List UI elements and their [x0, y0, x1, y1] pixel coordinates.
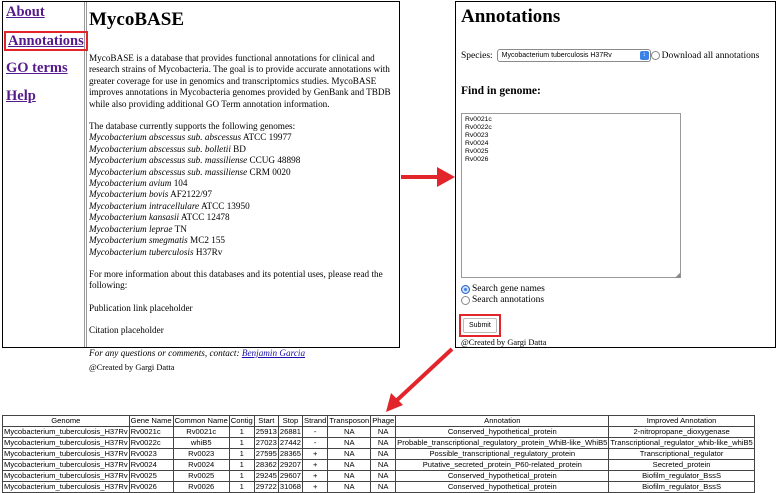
search-annotations-label: Search annotations: [472, 295, 545, 305]
table-cell: 1: [229, 449, 254, 460]
genome-list-item: [89, 144, 395, 155]
table-cell: Rv0026: [173, 482, 229, 493]
home-content: [89, 2, 395, 373]
table-cell: Possible_transcriptional_regulatory_protein: [396, 449, 609, 460]
table-cell: 2-nitropropane_dioxygenase: [609, 427, 754, 438]
table-cell: 28362: [255, 460, 277, 469]
contact-line: [89, 348, 395, 359]
table-cell: Rv0024: [173, 460, 229, 471]
genome-species-name: Mycobacterium tuberculosis: [89, 246, 194, 257]
citation-placeholder: Citation placeholder: [89, 325, 164, 336]
table-cell: Rv0022c: [129, 438, 173, 449]
table-cell: Mycobacterium_tuberculosis_H37Rv: [4, 438, 128, 447]
table-cell: Rv0024: [129, 460, 173, 471]
table-cell: NA: [328, 471, 371, 482]
table-cell: NA: [371, 427, 396, 438]
intro-paragraph: MycoBASE is a database that provides functional annotations for clinical and research strains of Mycobacteria. The goal is to provide accurate annotations with greater coverage for use in genomics and transcriptomics studies. MycoBASE improves annotations in Mycobacteria genomes provided by GenBank and TBDB while also providing additional GO Term annotation information.: [89, 53, 391, 109]
table-cell: 1: [229, 460, 254, 471]
column-header: Gene Name: [130, 416, 172, 425]
genome-items: [89, 132, 395, 257]
species-row: [461, 49, 759, 62]
genome-species-name: Mycobacterium intracellulare: [89, 200, 200, 211]
table-header-row: [3, 416, 755, 427]
table-cell: Conserved_hypothetical_protein: [396, 482, 609, 493]
gene-list-textarea[interactable]: Rv0021c Rv0022c Rv0023 Rv0024 Rv0025 Rv0026: [461, 113, 681, 278]
column-header: Stop: [278, 416, 302, 427]
nav-link-go-terms[interactable]: GO terms: [6, 60, 68, 76]
genome-list-item: [89, 189, 395, 200]
genome-list-item: [89, 201, 395, 212]
table-cell: 1: [229, 438, 254, 449]
genome-species-name: Mycobacterium bovis: [89, 189, 169, 200]
genomes-heading: The database currently supports the following genomes:: [89, 121, 296, 132]
genome-strain: TN: [174, 223, 187, 234]
genome-species-name: Mycobacterium abscessus sub. massiliense: [89, 166, 248, 177]
genome-species-name: Mycobacterium avium: [89, 178, 172, 189]
genome-strain: CCUG 48898: [249, 155, 301, 166]
table-cell: Transcriptional_regulator_whib-like_whiB5: [610, 438, 753, 447]
genome-species-name: Mycobacterium smegmatis: [89, 235, 188, 246]
genome-species-name: Mycobacterium leprae: [89, 223, 173, 234]
search-gene-names-label: Search gene names: [472, 284, 545, 294]
search-annotations-option[interactable]: [461, 295, 544, 305]
table-cell: Rv0021c: [173, 427, 229, 438]
table-row: [3, 438, 755, 449]
genome-list-item: [89, 235, 395, 246]
table-cell: NA: [371, 449, 396, 460]
publication-placeholder: Publication link placeholder: [89, 302, 193, 313]
download-all-label: Download all annotations: [661, 50, 760, 61]
species-selected-value: Mycobacterium tuberculosis H37Rv: [501, 52, 612, 59]
nav-link-annotations[interactable]: Annotations: [4, 31, 88, 51]
credit-text: @Created by Gargi Datta: [89, 362, 175, 372]
genome-strain: ATCC 19977: [242, 132, 292, 143]
column-header: Transposon: [329, 416, 370, 425]
table-cell: -: [303, 427, 328, 438]
table-row: [3, 460, 755, 471]
table-cell: Transcriptional_regulator: [609, 449, 754, 460]
table-cell: 26881: [279, 427, 301, 436]
species-select[interactable]: [497, 49, 651, 62]
table-cell: 28365: [279, 449, 301, 458]
genome-list-item: [89, 247, 395, 258]
table-cell: 29207: [279, 460, 301, 469]
table-cell: 1: [229, 427, 254, 438]
submit-highlight: [459, 314, 501, 337]
genome-species-name: Mycobacterium kansasii: [89, 212, 180, 223]
genome-species-name: Mycobacterium abscessus sub. massiliense: [89, 155, 248, 166]
column-header: Start: [254, 416, 278, 427]
more-info-paragraph: For more information about this databases and its potential uses, please read the following:: [89, 268, 383, 291]
genome-strain: H37Rv: [195, 246, 223, 257]
table-cell: 1: [229, 482, 254, 493]
table-cell: Rv0025: [129, 471, 173, 482]
table-row: [3, 471, 755, 482]
table-cell: Mycobacterium_tuberculosis_H37Rv: [4, 471, 128, 480]
table-cell: NA: [328, 460, 371, 471]
table-cell: Rv0021c: [129, 427, 173, 438]
table-cell: NA: [371, 471, 396, 482]
table-row: [3, 427, 755, 438]
contact-link[interactable]: Benjamin Garcia: [241, 347, 306, 358]
search-gene-names-option[interactable]: [461, 284, 545, 294]
genome-list-item: [89, 155, 395, 166]
table-cell: 27595: [255, 449, 277, 458]
arrow-right-icon: [401, 167, 455, 187]
genome-strain: CRM 0020: [249, 166, 291, 177]
table-cell: +: [303, 482, 328, 493]
table-cell: 29722: [255, 482, 277, 491]
table-cell: Biofilm_regulator_BssS: [609, 482, 754, 493]
table-cell: Probable_transcriptional_regulatory_protein_WhiB-like_WhiB5: [397, 438, 608, 447]
table-cell: 31068: [279, 482, 301, 491]
contact-text: For any questions or comments, contact:: [89, 347, 240, 358]
column-header: Common Name: [174, 416, 228, 425]
table-cell: Rv0026: [129, 482, 173, 493]
table-cell: Mycobacterium_tuberculosis_H37Rv: [4, 449, 128, 458]
column-header: Phage: [372, 416, 395, 425]
page-title: MycoBASE: [89, 9, 184, 30]
column-header: Genome: [3, 416, 130, 427]
table-cell: 29245: [255, 471, 277, 480]
table-cell: 1: [229, 471, 254, 482]
column-header: Annotation: [396, 416, 609, 427]
genome-strain: ATCC 12478: [180, 212, 230, 223]
annotations-panel: [455, 1, 776, 348]
genome-strain: 104: [173, 178, 188, 189]
table-cell: NA: [328, 482, 371, 493]
table-cell: +: [303, 460, 328, 471]
resize-grip-icon[interactable]: ◢: [675, 271, 681, 279]
table-cell: NA: [371, 438, 396, 449]
table-cell: NA: [328, 438, 371, 449]
column-header: Contig: [230, 416, 253, 425]
table-cell: NA: [371, 482, 396, 493]
column-header: Strand: [304, 416, 327, 425]
genome-strain: ATCC 13950: [200, 200, 250, 211]
chevron-updown-icon: ↕: [640, 51, 649, 60]
table-cell: 29607: [279, 471, 301, 480]
find-in-genome-label: Find in genome:: [461, 85, 541, 97]
table-cell: NA: [371, 460, 396, 471]
table-row: [3, 449, 755, 460]
arrow-down-left-icon: [386, 349, 452, 412]
table-cell: Rv0023: [129, 449, 173, 460]
genome-strain: AF2122/97: [170, 189, 213, 200]
genome-species-name: Mycobacterium abscessus sub. bolletii: [89, 143, 231, 154]
table-cell: 25913: [255, 427, 277, 436]
genome-species-name: Mycobacterium abscessus sub. abscessus: [89, 132, 242, 143]
table-cell: Conserved_hypothetical_protein: [396, 427, 609, 438]
table-cell: Rv0025: [173, 471, 229, 482]
species-label: Species:: [461, 50, 493, 61]
table-cell: 27023: [255, 438, 277, 447]
table-cell: Rv0023: [173, 449, 229, 460]
genome-list-item: [89, 224, 395, 235]
table-cell: NA: [328, 427, 371, 438]
table-cell: Conserved_hypothetical_protein: [396, 471, 609, 482]
search-gene-names-radio[interactable]: [461, 285, 470, 294]
table-body: [3, 427, 755, 493]
table-cell: 27442: [279, 438, 301, 447]
search-annotations-radio[interactable]: [461, 296, 470, 305]
table-cell: +: [303, 449, 328, 460]
table-cell: Biofilm_regulator_BssS: [609, 471, 754, 482]
download-all-radio[interactable]: [651, 51, 660, 60]
genome-list: [89, 121, 395, 258]
genome-list-item: [89, 132, 395, 143]
genome-strain: BD: [233, 143, 246, 154]
table-cell: Mycobacterium_tuberculosis_H37Rv: [4, 460, 128, 469]
genome-list-item: [89, 167, 395, 178]
column-header: Improved Annotation: [609, 416, 754, 427]
sidebar-nav: [3, 2, 87, 347]
genome-list-item: [89, 178, 395, 189]
table-cell: -: [303, 438, 328, 449]
results-table: [2, 415, 755, 493]
annotations-title: Annotations: [461, 6, 561, 27]
table-row: [3, 482, 755, 493]
table-cell: Mycobacterium_tuberculosis_H37Rv: [4, 427, 128, 436]
table-cell: Secreted_protein: [609, 460, 754, 471]
genome-list-item: [89, 212, 395, 223]
mycobase-home-panel: [2, 1, 400, 372]
genome-strain: MC2 155: [190, 235, 226, 246]
nav-link-help[interactable]: Help: [6, 88, 36, 104]
submit-button[interactable]: Submit: [463, 318, 497, 333]
table-cell: +: [303, 471, 328, 482]
table-cell: Putative_secreted_protein_P60-related_protein: [396, 460, 609, 471]
credit-text-annotations: @Created by Gargi Datta: [461, 338, 547, 347]
table-cell: whiB5: [173, 438, 229, 449]
table-cell: NA: [328, 449, 371, 460]
table-cell: Mycobacterium_tuberculosis_H37Rv: [4, 482, 128, 491]
nav-link-about[interactable]: About: [6, 4, 45, 20]
